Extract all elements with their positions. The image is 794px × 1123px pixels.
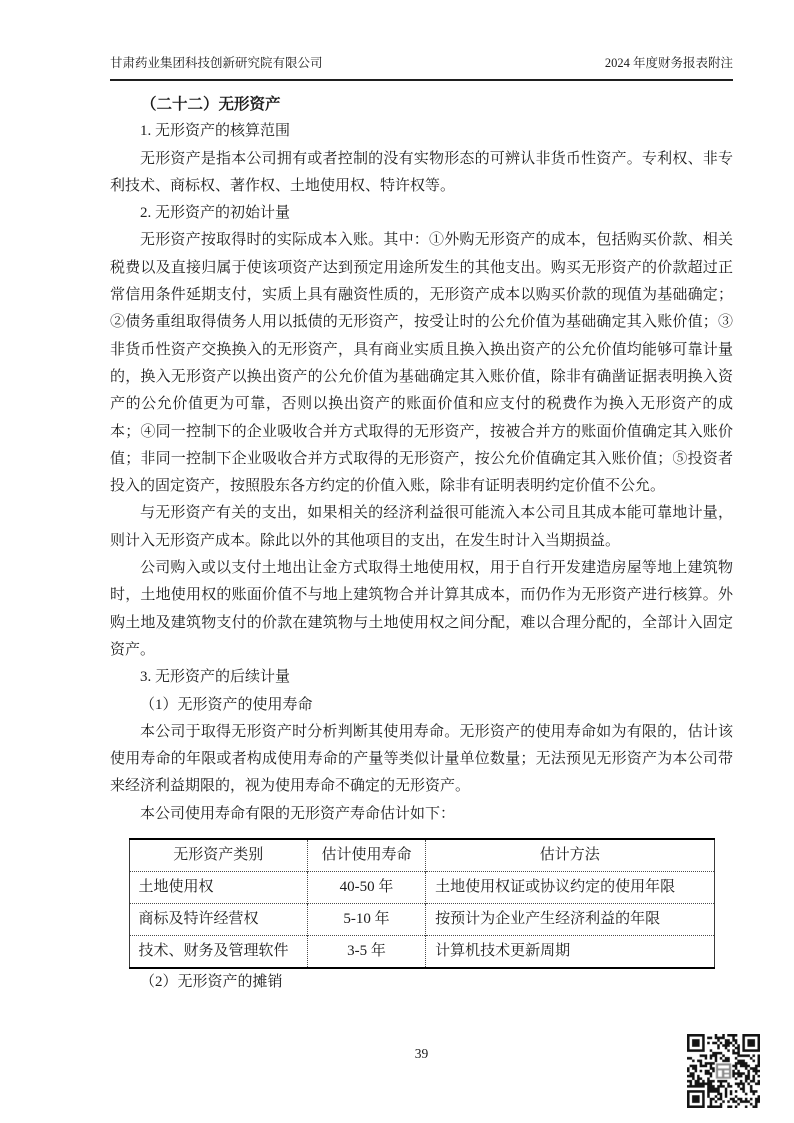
cell-life: 40-50 年 [307, 872, 425, 904]
cell-category: 商标及特许经营权 [138, 910, 259, 927]
cell-method: 土地使用权证或协议约定的使用年限 [426, 872, 714, 904]
table-row [129, 872, 714, 904]
paragraph-subsequent-measure-heading: 3. 无形资产的后续计量 [140, 669, 291, 686]
paragraph-useful-life-heading: （1）无形资产的使用寿命 [140, 696, 313, 713]
paragraph-related-expense: 与无形资产有关的支出，如果相关的经济利益很可能流入本公司且其成本能可靠地计量，则计入无形资产成本。除此以外的其他项目的支出，在发生时计入当期损益。 [110, 505, 733, 549]
header-company-name: 甘肃药业集团科技创新研究院有限公司 [110, 56, 323, 70]
column-header-category: 无形资产类别 [173, 846, 264, 863]
page-number: 39 [414, 1046, 429, 1061]
column-header-method: 估计方法 [426, 839, 714, 872]
qr-code-canvas [687, 1034, 760, 1108]
paragraph-land-use-right: 公司购入或以支付土地出让金方式取得土地使用权，用于自行开发建造房屋等地上建筑物时，土地使用权的账面价值不与地上建筑物合并计算其成本，而仍作为无形资产进行核算。外购土地及建筑物支付的价款在建筑物与土地使用权之间分配，难以合理分配的，全部计入固定资产。 [110, 560, 733, 658]
cell-category: 土地使用权 [138, 878, 214, 895]
header-report-title: 2024 年度财务报表附注 [604, 56, 733, 70]
table-row [129, 904, 714, 936]
cell-life: 5-10 年 [307, 904, 425, 936]
paragraph-initial-measure-heading: 2. 无形资产的初始计量 [140, 205, 291, 222]
page-header [110, 55, 733, 81]
paragraph-amortization-heading: （2）无形资产的摊销 [140, 974, 283, 991]
column-header-life: 估计使用寿命 [307, 839, 425, 872]
qr-code [687, 1034, 760, 1108]
document-body [110, 91, 733, 996]
cell-method: 计算机技术更新周期 [426, 936, 714, 969]
table-header-row [129, 839, 714, 872]
paragraph-initial-measure-body: 无形资产按取得时的实际成本入账。其中：①外购无形资产的成本，包括购买价款、相关税费以及直接归属于使该项资产达到预定用途所发生的其他支出。购买无形资产的价款超过正常信用条件延期支付，实质上具有融资性质的，无形资产成本以购买价款的现值为基础确定；②债务重组取得债务人用以抵债的无形资产，按受让时的公允价值为基础确定其入账价值；③非货币性资产交换换入的无形资产，具有商业实质且换入换出资产的公允价值均能够可靠计量的，换入无形资产以换出资产的公允价值为基础确定其入账价值，除非有确凿证据表明换入资产的公允价值更为可靠，否则以换出资产的账面价值和应支付的税费作为换入无形资产的成本；④同一控制下的企业吸收合并方式取得的无形资产，按被合并方的账面价值确定其入账价值；非同一控制下企业吸收合并方式取得的无形资产，按公允价值确定其入账价值；⑤投资者投入的固定资产，按照股东各方约定的价值入账，除非有证明表明约定价值不公允。 [110, 232, 733, 495]
section-title: （二十二）无形资产 [141, 96, 281, 113]
paragraph-useful-life-body: 本公司于取得无形资产时分析判断其使用寿命。无形资产的使用寿命如为有限的，估计该使用寿命的年限或者构成使用寿命的产量等类似计量单位数量；无法预见无形资产为本公司带来经济利益期限的，视为使用寿命不确定的无形资产。 [110, 723, 733, 795]
cell-life: 3-5 年 [307, 936, 425, 969]
paragraph-scope-heading: 1. 无形资产的核算范围 [140, 123, 291, 140]
paragraph-scope-body: 无形资产是指本公司拥有或者控制的没有实物形态的可辨认非货币性资产。专利权、非专利技术、商标权、著作权、土地使用权、特许权等。 [110, 150, 733, 194]
useful-life-table [129, 838, 715, 969]
paragraph-table-intro: 本公司使用寿命有限的无形资产寿命估计如下： [140, 805, 456, 822]
cell-category: 技术、财务及管理软件 [138, 942, 289, 959]
cell-method: 按预计为企业产生经济利益的年限 [426, 904, 714, 936]
table-row [129, 936, 714, 969]
